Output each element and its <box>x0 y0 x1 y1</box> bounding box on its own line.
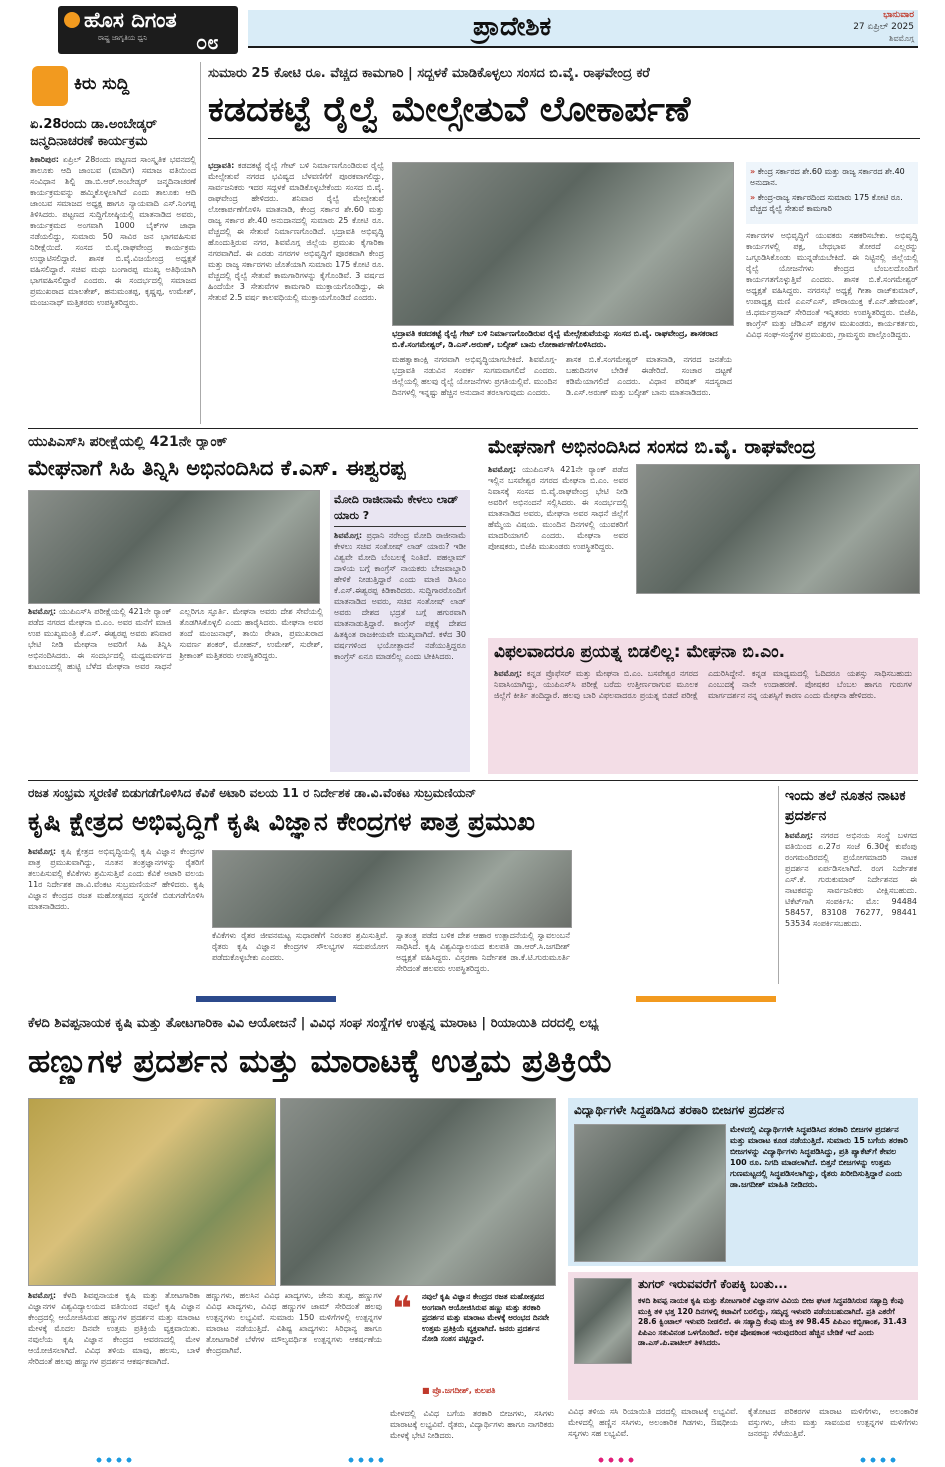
fruits-quote-body: ನವುಲೆ ಕೃಷಿ ವಿಜ್ಞಾನ ಕೇಂದ್ರದ ರಜತ ಮಹೋತ್ಸವದ ಅಂಗವಾಗಿ ಆಯೋಜಿಸಿರುವ ಹಣ್ಣು ಮತ್ತು ತರಕಾರಿ ಪ್ರದರ್ಶನ ಮತ್ತು ಮಾರಾಟ ಮೇಳಕ್ಕೆ ಅರಂಭದ ದಿನವೇ ಉತ್ತಮ ಪ್ರತಿಕ್ರಿಯೆ ವ್ಯಕ್ತವಾಗಿದೆ. ಜನರು ಪ್ರದರ್ಶನ ನೋಡಿ ಸಂತಸ ಪಟ್ಟಿದ್ದಾರೆ. <box>422 1292 550 1343</box>
print-registration-marks <box>0 1454 945 1466</box>
section-rule-1 <box>28 428 918 429</box>
kirusuddi-dateline: ಶಿಕಾರಿಪುರ: <box>30 155 59 164</box>
fruits-col1 <box>28 1290 200 1450</box>
lead-dateline: ಭದ್ರಾವತಿ: <box>208 161 235 170</box>
kirusuddi-text: ಏಪ್ರಿಲ್ 28ರಂದು ಪಟ್ಟಣದ ಸಾಂಸ್ಕೃತಿಕ ಭವನದಲ್ಲಿ ತಾಲೂಕು ಆದಿ ಜಾಂಬವ (ಮಾದಿಗ) ಸಮಾಜ ವತಿಯಿಂದ ಸಂವಿಧಾನ ಶಿಲ್ಪಿ ಡಾ.ಬಿ.ಆರ್.ಅಂಬೇಡ್ಕರ್ ಜನ್ಮದಿನಾಚರಣೆ ಕಾರ್ಯಕ್ರಮವನ್ನು ಹಮ್ಮಿಕೊಳ್ಳಲಾಗಿದೆ ಎಂದು ತಾಲೂಕು ಆದಿ ಜಾಂಬವ ಸಮಾಜದ ಅಧ್ಯಕ್ಷ ಹಾಗೂ ನ್ಯಾಯವಾದಿ ಎಸ್.ನಿಂಗಪ್ಪ ತಿಳಿಸಿದರು. ಪಟ್ಟಣದ ಸುದ್ದಿಗೋಷ್ಠಿಯಲ್ಲಿ ಮಾತನಾಡಿದ ಅವರು, ಕಾರ್ಯಕ್ರಮದ ಅಂಗವಾಗಿ 1000 ಬೈಕ್‌ಗಳ ಜಾಥಾ ನಡೆಯಲಿದ್ದು, ಸುಮಾರು 50 ಸಾವಿರ ಜನ ಭಾಗವಹಿಸುವ ನಿರೀಕ್ಷೆಯಿದೆ. ಸಂಸದ ಬಿ.ವೈ.ರಾಘವೇಂದ್ರ ಕಾರ್ಯಕ್ರಮ ಉದ್ಘಾಟಿಸಲಿದ್ದಾರೆ. ಶಾಸಕ ಬಿ.ವೈ.ವಿಜಯೇಂದ್ರ ಅಧ್ಯಕ್ಷತೆ ವಹಿಸಲಿದ್ದಾರೆ. ಸಚಿವ ಮಧು ಬಂಗಾರಪ್ಪ ಮುಖ್ಯ ಅತಿಥಿಯಾಗಿ ಭಾಗವಹಿಸಲಿದ್ದಾರೆ ಎಂದರು. ಈ ಸಂದರ್ಭದಲ್ಲಿ ಸಮಾಜದ ಪ್ರಮುಖರಾದ ಮಾಲತೇಶ್, ಹನುಮಂತಪ್ಪ, ಕೃಷ್ಣಪ್ಪ, ಉಮೇಶ್, ಮಂಜುನಾಥ್ ಮತ್ತಿತರರು ಉಪಸ್ಥಿತರಿದ್ದರು. <box>30 155 196 307</box>
kirusuddi-badge <box>32 66 160 110</box>
lead-fact-1 <box>750 166 914 188</box>
kirusuddi-panel <box>28 62 201 424</box>
nataka-dateline: ಶಿವಮೊಗ್ಗ: <box>785 831 814 840</box>
lead-headline: ಕಡದಕಟ್ಟೆ ರೈಲ್ವೆ ಮೇಲ್ಸೇತುವೆ ಲೋಕಾರ್ಪಣೆ <box>208 90 691 130</box>
bullet-icon: » <box>750 193 756 202</box>
section-rule-2 <box>28 780 918 781</box>
meghana-headline: ವಿಫಲವಾದರೂ ಪ್ರಯತ್ನ ಬಿಡಲಿಲ್ಲ: ಮೇಘನಾ ಬಿ.ಎಂ. <box>494 642 786 662</box>
modi-title-bar <box>334 492 466 527</box>
tugar-col-bottom: ವಿವಿಧ ತಳಿಯ ಸಸಿ ರಿಯಾಯಿತಿ ದರದಲ್ಲಿ ಮಾರಾಟಕ್ಕೆ ಲಭ್ಯವಿವೆ. ಮೇಳದಲ್ಲಿ ಹಣ್ಣಿನ ಸಸಿಗಳು, ಅಲಂಕಾರಿಕ ಗಿಡಗಳು, ಔಷಧೀಯ ಸಸ್ಯಗಳು ಸಹ ಲಭ್ಯವಿವೆ. <box>568 1407 738 1438</box>
quote-icon: ❝ <box>392 1289 412 1329</box>
vidyarthi-body: ಮೇಳದಲ್ಲಿ ವಿದ್ಯಾರ್ಥಿಗಳೇ ಸಿದ್ಧಪಡಿಸಿದ ತರಕಾರಿ ಬೀಜಗಳ ಪ್ರದರ್ಶನ ಮತ್ತು ಮಾರಾಟ ಕೂಡ ನಡೆಯುತ್ತಿದೆ. ಸುಮಾರು 15 ಬಗೆಯ ತರಕಾರಿ ಬೀಜಗಳನ್ನು ವಿದ್ಯಾರ್ಥಿಗಳು ಸಿದ್ಧಪಡಿಸಿದ್ದು, ಪ್ರತಿ ಪ್ಯಾಕೆಟ್‌ಗೆ ಕೇವಲ 100 ರೂ. ನಿಗದಿ ಮಾಡಲಾಗಿದೆ. ಬಿತ್ತನೆ ಬೀಜಗಳನ್ನು ಉತ್ತಮ ಗುಣಮಟ್ಟದಲ್ಲಿ ಸಿದ್ಧಪಡಿಸಲಾಗಿದ್ದು, ರೈತರು ಖರೀದಿಸುತ್ತಿದ್ದಾರೆ ಎಂದು ಡಾ.ಜಗದೀಶ್ ಮಾಹಿತಿ ನೀಡಿದರು. <box>730 1125 908 1189</box>
fruits-col1-text: ಕೆಳದಿ ಶಿವಪ್ಪನಾಯಕ ಕೃಷಿ ಮತ್ತು ತೋಟಗಾರಿಕಾ ವಿಜ್ಞಾನಗಳ ವಿಶ್ವವಿದ್ಯಾಲಯದ ವತಿಯಿಂದ ನವುಲೆ ಕೃಷಿ ವಿಜ್ಞಾನ ಕೇಂದ್ರದಲ್ಲಿ ಆಯೋಜಿಸಿರುವ ಹಣ್ಣುಗಳ ಪ್ರದರ್ಶನ ಮತ್ತು ಮಾರಾಟ ಮೇಳಕ್ಕೆ ಮೊದಲ ದಿನವೇ ಉತ್ತಮ ಪ್ರತಿಕ್ರಿಯೆ ವ್ಯಕ್ತವಾಯಿತು. ನವುಲೆಯ ಕೃಷಿ ವಿಜ್ಞಾನ ಕೇಂದ್ರದ ಆವರಣದಲ್ಲಿ ಮೇಳ ಆಯೋಜಿಸಲಾಗಿದೆ. ವಿವಿಧ ತಳಿಯ ಮಾವು, ಹಲಸು, ಬಾಳೆ ಸೇರಿದಂತೆ ಹಲವು ಹಣ್ಣುಗಳ ಪ್ರದರ್ಶನ ಆಕರ್ಷಕವಾಗಿದೆ. <box>28 1291 200 1366</box>
lead-fact-2-text: ಕೇಂದ್ರ-ರಾಜ್ಯ ಸರ್ಕಾರದಿಂದ ಸುಮಾರು 175 ಕೋಟಿ ರೂ. ವೆಚ್ಚದ ರೈಲ್ವೆ ಸೇತುವೆ ಕಾಮಗಾರಿ <box>750 193 903 213</box>
masthead-logo: ಹೊಸ ದಿಗಂತ <box>84 8 177 32</box>
raghavendra-photo <box>636 464 920 594</box>
kirusuddi-title: ಏ.28ರಂದು ಡಾ.ಅಂಬೇಡ್ಕರ್ ಜನ್ಮದಿನಾಚರಣೆ ಕಾರ್ಯಕ್ರಮ <box>30 117 157 149</box>
nataka-body <box>785 830 917 980</box>
meghana-body <box>494 668 912 770</box>
krishi-col1 <box>28 846 204 982</box>
raghavendra-headline: ಮೇಘನಾಗೆ ಅಭಿನಂದಿಸಿದ ಸಂಸದ ಬಿ.ವೈ. ರಾಘವೇಂದ್ರ <box>488 436 816 458</box>
tugar-body: ಕಳದಿ ಶಿವಪ್ಪ ನಾಯಕ ಕೃಷಿ ಮತ್ತು ತೋಟಗಾರಿಕೆ ವಿಜ್ಞಾನಗಳ ವಿವಿಯ ಬೀಜ ಘಟಕ ಸಿದ್ಧಪಡಿಸಿರುವ ಸಹ್ಯಾದ್ರಿ ಕೆಂಪು ಮುಕ್ತಿ ತಳಿ ಭತ್ತ 120 ದಿನಗಳಲ್ಲಿ ಕಟಾವಿಗೆ ಬರಲಿದ್ದು, ಸಮೃದ್ಧ ಇಳುವರಿ ಪಡೆಯಬಹುದಾಗಿದೆ. ಪ್ರತಿ ಎಕರೆಗೆ 28.6 ಕ್ವಿಂಟಾಲ್ ಇಳುವರಿ ನೀಡಲಿದೆ. ಈ ಸಹ್ಯಾದ್ರಿ ಕೆಂಪು ಮುಕ್ತಿ ತಳಿ 98.45 ಪಿಪಿಎಂ ಕಬ್ಬಿಣಾಂಶ, 31.43 ಪಿಪಿಎಂ ಸತುವಿನಂಶ ಒಳಗೊಂಡಿದೆ. ಅಧಿಕ ಪೋಷಕಾಂಶ ಇರುವುದರಿಂದ ಹೆಚ್ಚಿನ ಬೇಡಿಕೆ ಇದೆ ಎಂದು ಡಾ.ಎಸ್.ಪಿ.ಪಾಟೀಲ್ ತಿಳಿಸಿದರು. <box>638 1296 907 1347</box>
upsc-photo <box>28 490 320 604</box>
upsc-text: ಯುಪಿಎಸ್‌ಸಿ ಪರೀಕ್ಷೆಯಲ್ಲಿ 421ನೇ ರ್‍ಯಾಂಕ್ ಪಡೆದ ನಗರದ ಮೇಘನಾ ಬಿ.ಎಂ. ಅವರ ಮನೆಗೆ ಮಾಜಿ ಉಪ ಮುಖ್ಯಮಂತ್ರಿ ಕೆ.ಎಸ್. ಈಶ್ವರಪ್ಪ ಅವರು ಶನಿವಾರ ಭೇಟಿ ನೀಡಿ ಮೇಘನಾ ಅವರಿಗೆ ಸಿಹಿ ತಿನ್ನಿಸಿ ಅಭಿನಂದಿಸಿದರು. ಈ ಸಂದರ್ಭದಲ್ಲಿ ಮಧ್ಯಮವರ್ಗದ ಕುಟುಂಬದಲ್ಲಿ ಹುಟ್ಟಿ ಬೆಳೆದ ಮೇಘನಾ ಅವರ ಸಾಧನೆ ಎಲ್ಲರಿಗೂ ಸ್ಫೂರ್ತಿ. ಮೇಘನಾ ಅವರು ದೇಶ ಸೇವೆಯಲ್ಲಿ ತೊಡಗಿಸಿಕೊಳ್ಳಲಿ ಎಂದು ಹಾರೈಸಿದರು. ಮೇಘನಾ ಅವರ ತಂದೆ ಮಂಜುನಾಥ್, ತಾಯಿ ರೇಖಾ, ಪ್ರಮುಖರಾದ ಸುವರ್ಣ ಶಂಕರ್, ಮೋಹನ್, ಉಮೇಶ್, ಸುರೇಶ್, ಶ್ರೀಕಾಂತ್ ಮತ್ತಿತರರು ಉಪಸ್ಥಿತರಿದ್ದರು. <box>28 607 323 671</box>
krishi-photo <box>212 850 572 928</box>
tugar-box <box>568 1272 918 1400</box>
vidyarthi-headline: ವಿದ್ಯಾರ್ಥಿಗಳೇ ಸಿದ್ಧಪಡಿಸಿದ ತರಕಾರಿ ಬೀಜಗಳ ಪ್ರದರ್ಶನ <box>574 1103 785 1117</box>
bullet-icon: » <box>750 167 756 176</box>
lead-facts-box <box>746 162 918 224</box>
raghavendra-text: ಯುಪಿಎಸ್‌ಸಿ 421ನೇ ರ್‍ಯಾಂಕ್ ಪಡೆದ ಇಲ್ಲಿನ ಬಸವೇಶ್ವರ ನಗರದ ಮೇಘನಾ ಬಿ.ಎಂ. ಅವರ ನಿವಾಸಕ್ಕೆ ಸಂಸದ ಬಿ.ವೈ.ರಾಘವೇಂದ್ರ ಭೇಟಿ ನೀಡಿ ಅವರಿಗೆ ಅಭಿನಂದನೆ ಸಲ್ಲಿಸಿದರು. ಈ ಸಂದರ್ಭದಲ್ಲಿ ಮಾತನಾಡಿದ ಅವರು, ಮೇಘನಾ ಅವರ ಸಾಧನೆ ಜಿಲ್ಲೆಗೆ ಹೆಮ್ಮೆಯ ವಿಷಯ. ಮುಂದಿನ ದಿನಗಳಲ್ಲಿ ಯುವಕರಿಗೆ ಮಾದರಿಯಾಗಲಿ ಎಂದರು. ಮೇಘನಾ ಅವರ ಪೋಷಕರು, ಬಿಜೆಪಿ ಮುಖಂಡರು ಉಪಸ್ಥಿತರಿದ್ದರು. <box>488 465 628 551</box>
lead-fact-1-text: ಕೇಂದ್ರ ಸರ್ಕಾರದ ಶೇ.60 ಮತ್ತು ರಾಜ್ಯ ಸರ್ಕಾರದ ಶೇ.40 ಅನುದಾನ. <box>750 167 905 187</box>
fruits-col2: ಹಣ್ಣುಗಳು, ಹಲಸಿನ ವಿವಿಧ ಖಾದ್ಯಗಳು, ಜೇನು ತುಪ್ಪ, ಹಣ್ಣುಗಳ ವಿವಿಧ ಖಾದ್ಯಗಳು, ವಿವಿಧ ಹಣ್ಣುಗಳ ಜಾಮ್ ಸೇರಿದಂತೆ ಹಲವು ಉತ್ಪನ್ನಗಳು ಲಭ್ಯವಿವೆ. ಸುಮಾರು 150 ಮಳಿಗೆಗಳಲ್ಲಿ ಉತ್ಪನ್ನಗಳ ಮಾರಾಟ ನಡೆಯುತ್ತಿದೆ. ವಿಶಿಷ್ಟ ಖಾದ್ಯಗಳು: ಸಿರಿಧಾನ್ಯ ಹಾಗೂ ತೋಟಗಾರಿಕೆ ಬೆಳೆಗಳ ಮೌಲ್ಯವರ್ಧಿತ ಉತ್ಪನ್ನಗಳು ಆಕರ್ಷಣೆಯ ಕೇಂದ್ರವಾಗಿವೆ. <box>206 1291 382 1355</box>
masthead-logo-block <box>58 6 238 54</box>
registration-dots-3 <box>596 1456 636 1464</box>
modi-dateline: ಶಿವಮೊಗ್ಗ: <box>334 531 363 540</box>
vidyarthi-photo <box>574 1124 726 1262</box>
upsc-headline: ಮೇಘನಾಗೆ ಸಿಹಿ ತಿನ್ನಿಸಿ ಅಭಿನಂದಿಸಿದ ಕೆ.ಎಸ್. ಈಶ್ವರಪ್ಪ <box>28 456 406 480</box>
lead-rule <box>208 138 920 139</box>
fruits-col3: ಮೇಳದಲ್ಲಿ ವಿವಿಧ ಬಗೆಯ ತರಕಾರಿ ಬೀಜಗಳು, ಸಸಿಗಳು ಮಾರಾಟಕ್ಕೆ ಲಭ್ಯವಿವೆ. ರೈತರು, ವಿದ್ಯಾರ್ಥಿಗಳು ಹಾಗೂ ನಾಗರಿಕರು ಮೇಳಕ್ಕೆ ಭೇಟಿ ನೀಡಿದರು. <box>390 1409 554 1440</box>
meghana-text: ಕನ್ನಡ ಪ್ರೊಫೆಸರ್ ಮತ್ತು ಮೇಘನಾ ಬಿ.ಎಂ. ಬಸವೇಶ್ವರ ನಗರದ ನಿವಾಸಿಯಾಗಿದ್ದು, ಯುಪಿಎಸ್‌ಸಿ ಪರೀಕ್ಷೆ ಬರೆದು ಉತ್ತೀರ್ಣರಾಗುವ ಮೂಲಕ ಜಿಲ್ಲೆಗೆ ಕೀರ್ತಿ ತಂದಿದ್ದಾರೆ. ಹಲವು ಬಾರಿ ವಿಫಲವಾದರೂ ಪ್ರಯತ್ನ ಬಿಡದೆ ಪರೀಕ್ಷೆ ಎದುರಿಸಿದ್ದೇನೆ. ಕನ್ನಡ ಮಾಧ್ಯಮದಲ್ಲಿ ಓದಿದರೂ ಯಶಸ್ಸು ಸಾಧಿಸಬಹುದು ಎಂಬುದಕ್ಕೆ ನಾನೇ ಉದಾಹರಣೆ. ಪೋಷಕರ ಬೆಂಬಲ ಹಾಗೂ ಗುರುಗಳ ಮಾರ್ಗದರ್ಶನ ನನ್ನ ಯಶಸ್ಸಿಗೆ ಕಾರಣ ಎಂದು ಮೇಘನಾ ಹೇಳಿದರು. <box>494 669 912 700</box>
page-number: ೦೮ <box>196 30 219 54</box>
nataka-headline: ಇಂದು ತಲೆ ನೂತನ ನಾಟಕ ಪ್ರದರ್ಶನ <box>785 788 906 824</box>
lead-col1-text: ಕಡದಕಟ್ಟೆ ರೈಲ್ವೆ ಗೇಟ್ ಬಳಿ ನಿರ್ಮಾಣಗೊಂಡಿರುವ ರೈಲ್ವೆ ಮೇಲ್ಸೇತುವೆ ನಗರದ ಭವಿಷ್ಯದ ಬೆಳವಣಿಗೆಗೆ ಪೂರಕವಾಗಲಿದ್ದು, ಸಾರ್ವಜನಿಕರು ಇದರ ಸದ್ಬಳಕೆ ಮಾಡಿಕೊಳ್ಳಬೇಕೆಂದು ಸಂಸದ ಬಿ.ವೈ. ರಾಘವೇಂದ್ರ ಹೇಳಿದರು. ಶನಿವಾರ ರೈಲ್ವೆ ಮೇಲ್ಸೇತುವೆ ಲೋಕಾರ್ಪಣೆಗೊಳಿಸಿ ಮಾತನಾಡಿ, ಕೇಂದ್ರ ಸರ್ಕಾರ ಶೇ.60 ಮತ್ತು ರಾಜ್ಯ ಸರ್ಕಾರ ಶೇ.40 ಅನುದಾನದಲ್ಲಿ ಸುಮಾರು 25 ಕೋಟಿ ರೂ. ವೆಚ್ಚದಲ್ಲಿ ಈ ಸೇತುವೆ ನಿರ್ಮಾಣಗೊಂಡಿದೆ. ಭದ್ರಾವತಿ ಅಭಿವೃದ್ಧಿ ಹೊಂದುತ್ತಿರುವ ನಗರ, ಶಿವಮೊಗ್ಗ ಜಿಲ್ಲೆಯ ಪ್ರಮುಖ ಕೈಗಾರಿಕಾ ನಗರವಾಗಿದೆ. ಈ ಎರಡು ನಗರಗಳ ಅಭಿವೃದ್ಧಿಗೆ ಪೂರಕವಾಗಿ ಕೇಂದ್ರ ಮತ್ತು ರಾಜ್ಯ ಸರ್ಕಾರಗಳು ಜೊತೆಯಾಗಿ ಸುಮಾರು 175 ಕೋಟಿ ರೂ. ವೆಚ್ಚದಲ್ಲಿ ರೈಲ್ವೆ ಸೇತುವೆ ಕಾಮಗಾರಿಗಳನ್ನು ಕೈಗೊಂಡಿವೆ. 3 ವರ್ಷದ ಹಿಂದೆಯೇ 3 ಸೇತುವೆಗಳ ಕಾಮಗಾರಿ ಮುಕ್ತಾಯಗೊಂಡಿದ್ದು, ಈ ಸೇತುವೆ 2.5 ವರ್ಷ ಕಾಲವಧಿಯಲ್ಲಿ ಮುಕ್ತಾಯಗೊಂಡಿದೆ ಎಂದರು. <box>208 161 384 302</box>
fruits-kicker: ಕೆಳದಿ ಶಿವಪ್ಪನಾಯಕ ಕೃಷಿ ಮತ್ತು ತೋಟಗಾರಿಕಾ ವಿವಿ ಆಯೋಜನೆ | ವಿವಿಧ ಸಂಘ ಸಂಸ್ಥೆಗಳ ಉತ್ಪನ್ನ ಮಾರಾಟ | ರಿಯಾಯಿತಿ ದರದಲ್ಲಿ ಲಭ್ಯ <box>28 1016 599 1031</box>
lead-kicker: ಸುಮಾರು 25 ಕೋಟಿ ರೂ. ವೆಚ್ಚದ ಕಾಮಗಾರಿ | ಸದ್ಬಳಕೆ ಮಾಡಿಕೊಳ್ಳಲು ಸಂಸದ ಬಿ.ವೈ. ರಾಘವೇಂದ್ರ ಕರೆ <box>208 66 650 81</box>
krishi-col1-text: ಕೃಷಿ ಕ್ಷೇತ್ರದ ಅಭಿವೃದ್ಧಿಯಲ್ಲಿ ಕೃಷಿ ವಿಜ್ಞಾನ ಕೇಂದ್ರಗಳ ಪಾತ್ರ ಪ್ರಮುಖವಾಗಿದ್ದು, ನೂತನ ತಂತ್ರಜ್ಞಾನಗಳನ್ನು ರೈತರಿಗೆ ತಲುಪಿಸುವಲ್ಲಿ ಕೆವಿಕೆಗಳು ಶ್ರಮಿಸುತ್ತಿವೆ ಎಂದು ಕೆವಿಕೆ ಅಟಾರಿ ವಲಯ 11ರ ನಿರ್ದೇಶಕ ಡಾ.ವಿ.ವೆಂಕಟ ಸುಬ್ರಮಣಿಯನ್ ಹೇಳಿದರು. ಕೃಷಿ ವಿಜ್ಞಾನ ಕೇಂದ್ರದ ರಜತ ಮಹೋತ್ಸವದ ಸ್ಮರಣಿಕೆ ಬಿಡುಗಡೆಗೊಳಿಸಿ ಮಾತನಾಡಿದರು. <box>28 847 204 911</box>
kirusuddi-label: ಕಿರು ಸುದ್ದಿ <box>74 74 130 94</box>
upsc-dateline: ಶಿವಮೊಗ್ಗ: <box>28 607 57 616</box>
masthead <box>0 0 945 58</box>
kirusuddi-body <box>30 154 196 420</box>
vidyarthi-box <box>568 1098 918 1266</box>
raghavendra-dateline: ಶಿವಮೊಗ್ಗ: <box>488 465 517 474</box>
modi-text: ಪ್ರಧಾನಿ ನರೇಂದ್ರ ಮೋದಿ ರಾಜೀನಾಮೆ ಕೇಳಲು ಸಚಿವ ಸಂತೋಷ್ ಲಾಡ್ ಯಾರು? ಇಡೀ ವಿಶ್ವವೇ ಮೋದಿ ಬೆಂಬಲಕ್ಕೆ ನಿಂತಿದೆ. ಪಹಲ್ಗಾಮ್ ದಾಳಿಯ ಬಗ್ಗೆ ಕಾಂಗ್ರೆಸ್ ನಾಯಕರು ಬೇಜವಾಬ್ದಾರಿ ಹೇಳಿಕೆ ನೀಡುತ್ತಿದ್ದಾರೆ ಎಂದು ಮಾಜಿ ಡಿಸಿಎಂ ಕೆ.ಎಸ್.ಈಶ್ವರಪ್ಪ ಕಿಡಿಕಾರಿದರು. ಸುದ್ದಿಗಾರರೊಂದಿಗೆ ಮಾತನಾಡಿದ ಅವರು, ಸಚಿವ ಸಂತೋಷ್ ಲಾಡ್ ಅವರು ದೇಶದ ಭದ್ರತೆ ಬಗ್ಗೆ ಹಗುರವಾಗಿ ಮಾತನಾಡುತ್ತಿದ್ದಾರೆ. ಕಾಂಗ್ರೆಸ್ ಪಕ್ಷಕ್ಕೆ ದೇಶದ ಹಿತಕ್ಕಿಂತ ರಾಜಕೀಯವೇ ಮುಖ್ಯವಾಗಿದೆ. ಕಳೆದ 30 ವರ್ಷಗಳಿಂದ ಭಯೋತ್ಪಾದನೆ ನಡೆಯುತ್ತಿದ್ದರೂ ಕಾಂಗ್ರೆಸ್ ಏನೂ ಮಾಡಲಿಲ್ಲ ಎಂದು ಟೀಕಿಸಿದರು. <box>334 531 466 661</box>
raghavendra-body <box>488 464 628 632</box>
modi-title: ಮೋದಿ ರಾಜೀನಾಮೆ ಕೇಳಲು ಲಾಡ್ ಯಾರು ? <box>334 493 459 522</box>
fruits-headline: ಹಣ್ಣುಗಳ ಪ್ರದರ್ಶನ ಮತ್ತು ಮಾರಾಟಕ್ಕೆ ಉತ್ತಮ ಪ್ರತಿಕ್ರಿಯೆ <box>28 1042 613 1080</box>
modi-body <box>334 530 466 768</box>
krishi-col2: ಕೆವಿಕೆಗಳು ರೈತರ ಜೀವನಮಟ್ಟ ಸುಧಾರಣೆಗೆ ನಿರಂತರ ಶ್ರಮಿಸುತ್ತಿವೆ. ರೈತರು ಕೃಷಿ ವಿಜ್ಞಾನ ಕೇಂದ್ರಗಳ ಸೌಲಭ್ಯಗಳ ಸದುಪಯೋಗ ಪಡೆದುಕೊಳ್ಳಬೇಕು ಎಂದರು. <box>212 931 388 962</box>
hand-icon <box>32 66 68 106</box>
lead-fact-2 <box>750 192 914 214</box>
meghana-box <box>488 638 918 774</box>
pointer-icon: ■ <box>422 1386 430 1395</box>
lamp-icon <box>64 12 80 28</box>
tugar-headline: ತುಗರ್ ಇರುವವರೆಗೆ ಕೆಂಪಕ್ಕಿ ಬಂತು... <box>638 1277 788 1291</box>
tugar-photo <box>574 1278 632 1364</box>
fruits-photo-1 <box>28 1098 276 1286</box>
tugar-col-bottom-2: ಕೈತೋಟದ ಪರಿಕರಗಳ ಮಾರಾಟ ಮಳಿಗೆಗಳು, ಅಲಂಕಾರಿಕ ವಸ್ತುಗಳು, ಜೇನು ಮತ್ತು ಸಾವಯವ ಉತ್ಪನ್ನಗಳ ಮಳಿಗೆಗಳು ಜನರನ್ನು ಸೆಳೆಯುತ್ತಿವೆ. <box>748 1407 918 1438</box>
lead-col3-bottom: ಶಾಸಕ ಬಿ.ಕೆ.ಸಂಗಮೇಶ್ವರ್ ಮಾತನಾಡಿ, ನಗರದ ಜನತೆಯ ಬಹುದಿನಗಳ ಬೇಡಿಕೆ ಈಡೇರಿದೆ. ಸಂಚಾರ ದಟ್ಟಣೆ ಕಡಿಮೆಯಾಗಲಿದೆ ಎಂದರು. ವಿಧಾನ ಪರಿಷತ್ ಸದಸ್ಯರಾದ ಡಿ.ಎಸ್.ಅರುಣ್ ಮತ್ತು ಬಲ್ಕೀಶ್ ಬಾನು ಮಾತನಾಡಿದರು. <box>566 355 732 397</box>
modi-box <box>330 490 470 772</box>
registration-dots-1 <box>94 1456 134 1464</box>
registration-dots-2 <box>346 1456 386 1464</box>
masthead-tagline: ರಾಷ್ಟ್ರ ಜಾಗೃತಿಯ ಧ್ವನಿ <box>98 34 148 42</box>
krishi-dateline: ಶಿವಮೊಗ್ಗ: <box>28 847 57 856</box>
fruits-photo-2 <box>280 1098 556 1286</box>
krishi-headline: ಕೃಷಿ ಕ್ಷೇತ್ರದ ಅಭಿವೃದ್ಧಿಗೆ ಕೃಷಿ ವಿಜ್ಞಾನ ಕೇಂದ್ರಗಳ ಪಾತ್ರ ಪ್ರಮುಖ <box>28 807 536 836</box>
lead-col4: ಸರ್ಕಾರಗಳ ಅಭಿವೃದ್ಧಿಗೆ ಯುವಕರು ಸಹಕರಿಸಬೇಕು. ಅಭಿವೃದ್ಧಿ ಕಾರ್ಯಗಳಲ್ಲಿ ಪಕ್ಷ, ಬೇಧಭಾವ ತೋರದೆ ಎಲ್ಲರನ್ನು ಒಗ್ಗೂಡಿಸಿಕೊಂಡು ಮುನ್ನಡೆಯಬೇಕಿದೆ. ಈ ನಿಟ್ಟಿನಲ್ಲಿ ಜಿಲ್ಲೆಯಲ್ಲಿ ರೈಲ್ವೆ ಯೋಜನೆಗಳು ಕೇಂದ್ರದ ಬೆಂಬಲದೊಂದಿಗೆ ಕಾರ್ಯಗತಗೊಳ್ಳುತ್ತಿವೆ ಎಂದರು. ಶಾಸಕ ಬಿ.ಕೆ.ಸಂಗಮೇಶ್ವರ್ ಅಧ್ಯಕ್ಷತೆ ವಹಿಸಿದ್ದರು. ನಗರಸಭೆ ಅಧ್ಯಕ್ಷೆ ಗೀತಾ ರಾಜ್‌ಕುಮಾರ್, ಉಪಾಧ್ಯಕ್ಷ ಮಣಿ ಎಎನ್‌ಎಸ್, ಪೌರಾಯುಕ್ತ ಕೆ.ಎನ್.ಹೇಮಂತ್, ಜಿ.ಧರ್ಮಪ್ರಸಾದ್ ಸೇರಿದಂತೆ ಇನ್ನಿತರರು ಉಪಸ್ಥಿತರಿದ್ದರು. ಬಿಜೆಪಿ, ಕಾಂಗ್ರೆಸ್ ಮತ್ತು ಜೆಡಿಎಸ್ ಪಕ್ಷಗಳ ಮುಖಂಡರು, ಕಾರ್ಯಕರ್ತರು, ವಿವಿಧ ಸಂಘ-ಸಂಸ್ಥೆಗಳ ಪ್ರಮುಖರು, ಗ್ರಾಮಸ್ಥರು ಪಾಲ್ಗೊಂಡಿದ್ದರು. <box>746 231 918 339</box>
upsc-body <box>28 606 323 772</box>
divider-blue <box>196 996 336 1002</box>
masthead-day: ಭಾನುವಾರ <box>883 10 914 20</box>
fruits-dateline: ಶಿವಮೊಗ್ಗ: <box>28 1291 57 1300</box>
section-title: ಪ್ರಾದೇಶಿಕ <box>473 12 552 42</box>
nataka-text: ನಗರದ ಅಭಿನಯ ಸಂಸ್ಥೆ ಬಳಗದ ವತಿಯಿಂದ ಏ.27ರ ಸಂಜೆ 6.30ಕ್ಕೆ ಕುವೆಂಪು ರಂಗಮಂದಿರದಲ್ಲಿ ಪ್ರಯೋಗಮಾದರಿ ನಾಟಕ ಪ್ರದರ್ಶನ ಏರ್ಪಡಿಸಲಾಗಿದೆ. ರಂಗ ನಿರ್ದೇಶಕ ಎಸ್.ಕೆ. ಗುರುಕುಮಾರ್ ನಿರ್ದೇಶನದ ಈ ನಾಟಕವನ್ನು ಸಾರ್ವಜನಿಕರು ವೀಕ್ಷಿಸಬಹುದು. ಟಿಕೆಟ್‌ಗಾಗಿ ಸಂಪರ್ಕಿಸಿ: ಮೊ: 94484 58457, 83108 76277, 98441 53534 ಸಂಪರ್ಕಿಸಬಹುದು. <box>785 831 917 928</box>
masthead-city: ಶಿವಮೊಗ್ಗ <box>889 34 914 43</box>
fruits-quote-box <box>390 1290 554 1400</box>
lead-caption: ಭದ್ರಾವತಿ ಕಡದಕಟ್ಟೆ ರೈಲ್ವೆ ಗೇಟ್ ಬಳಿ ನಿರ್ಮಾಣಗೊಂಡಿರುವ ರೈಲ್ವೆ ಮೇಲ್ಸೇತುವೆಯನ್ನು ಸಂಸದ ಬಿ.ವೈ. ರಾಘವೇಂದ್ರ, ಶಾಸಕರಾದ ಬಿ.ಕೆ.ಸಂಗಮೇಶ್ವರ್, ಡಿ.ಎಸ್.ಅರುಣ್, ಬಲ್ಕೀಶ್ ಬಾನು ಲೋಕಾರ್ಪಣೆಗೊಳಿಸಿದರು. <box>392 329 718 349</box>
registration-dots-4 <box>858 1456 898 1464</box>
krishi-kicker: ರಜತ ಸಂಭ್ರಮ ಸ್ಮರಣಿಕೆ ಬಿಡುಗಡೆಗೊಳಿಸಿದ ಕೆವಿಕೆ ಅಟಾರಿ ವಲಯ 11 ರ ನಿರ್ದೇಶಕ ಡಾ.ವಿ.ವೆಂಕಟ ಸುಬ್ರಮಣಿಯನ್ <box>28 786 477 800</box>
upsc-kicker: ಯುಪಿಎಸ್‌ಸಿ ಪರೀಕ್ಷೆಯಲ್ಲಿ 421ನೇ ರ್‍ಯಾಂಕ್ <box>28 434 228 450</box>
section-banner <box>248 10 918 48</box>
meghana-dateline: ಶಿವಮೊಗ್ಗ: <box>494 669 523 678</box>
masthead-date: 27 ಏಪ್ರಿಲ್ 2025 <box>853 22 914 32</box>
lead-col1 <box>208 160 384 422</box>
lead-photo <box>392 162 734 326</box>
fruits-quote-author-text: ಪ್ರೊ.ಜಗದೀಶ್, ಕುಲಪತಿ <box>432 1386 496 1395</box>
fruits-quote-author <box>422 1386 552 1396</box>
lead-col2-bottom: ಮಹತ್ವಾಕಾಂಕ್ಷಿ ನಗರವಾಗಿ ಅಭಿವೃದ್ಧಿಯಾಗಬೇಕಿದೆ. ಶಿವಮೊಗ್ಗ-ಭದ್ರಾವತಿ ನಡುವಿನ ಸಂಪರ್ಕ ಸುಗಮವಾಗಲಿದೆ ಎಂದರು. ಜಿಲ್ಲೆಯಲ್ಲಿ ಹಲವು ರೈಲ್ವೆ ಯೋಜನೆಗಳು ಪ್ರಗತಿಯಲ್ಲಿವೆ. ಮುಂದಿನ ದಿನಗಳಲ್ಲಿ ಇನ್ನಷ್ಟು ಹೆಚ್ಚಿನ ಅನುದಾನ ತರಲಾಗುವುದು ಎಂದರು. <box>392 355 557 397</box>
divider-orange <box>636 996 776 1002</box>
nataka-panel <box>778 786 919 984</box>
color-divider <box>196 996 776 1002</box>
krishi-col3: ಸ್ವಾತಂತ್ರ್ಯ ಪಡೆದ ಬಳಿಕ ದೇಶ ಆಹಾರ ಉತ್ಪಾದನೆಯಲ್ಲಿ ಸ್ವಾವಲಂಬನೆ ಸಾಧಿಸಿದೆ. ಕೃಷಿ ವಿಶ್ವವಿದ್ಯಾಲಯದ ಕುಲಪತಿ ಡಾ.ಆರ್.ಸಿ.ಜಗದೀಶ್ ಅಧ್ಯಕ್ಷತೆ ವಹಿಸಿದ್ದರು. ವಿಸ್ತರಣಾ ನಿರ್ದೇಶಕ ಡಾ.ಕೆ.ಟಿ.ಗುರುಮೂರ್ತಿ ಸೇರಿದಂತೆ ಹಲವರು ಉಪಸ್ಥಿತರಿದ್ದರು. <box>396 931 570 973</box>
